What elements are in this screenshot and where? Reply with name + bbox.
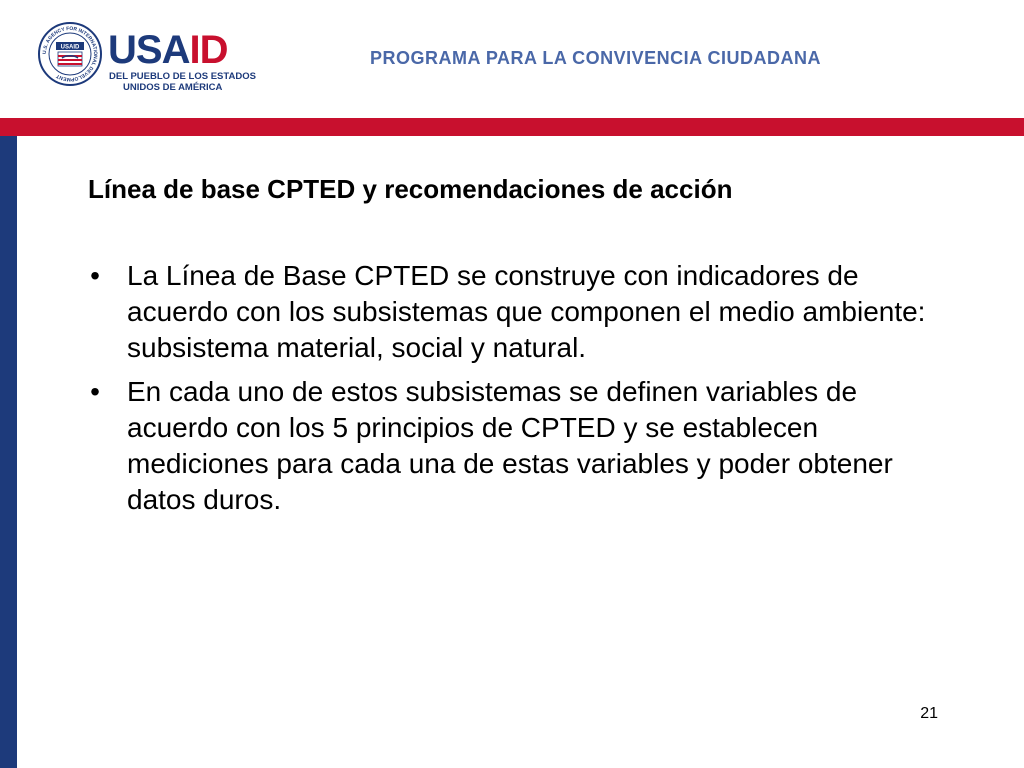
usaid-seal-icon — [38, 22, 102, 86]
header-divider-stripe — [0, 118, 1024, 136]
page-number: 21 — [920, 705, 938, 722]
svg-text:USAID: USAID — [60, 44, 80, 51]
usaid-wordmark: USAID — [108, 28, 228, 72]
usaid-tagline: DEL PUEBLO DE LOS ESTADOS UNIDOS DE AMÉRICA — [109, 71, 256, 93]
usaid-logo — [108, 30, 258, 96]
bullet-marker: • — [90, 376, 100, 407]
bullet-list — [83, 258, 943, 526]
slide-header — [0, 0, 1024, 118]
bullet-text: En cada uno de estos subsistemas se definen variables de acuerdo con los 5 principios de CPTED y se establecen mediciones para cada una de estas variables y poder obtener datos duros. — [127, 376, 893, 515]
svg-text:U.S. AGENCY FOR INTERNATIONAL: U.S. AGENCY FOR INTERNATIONAL DEVELOPMENT — [41, 25, 99, 83]
bullet-item — [83, 374, 943, 518]
bullet-marker: • — [90, 260, 100, 291]
program-title: PROGRAMA PARA LA CONVIVENCIA CIUDADANA — [370, 48, 821, 68]
bullet-item — [83, 258, 943, 366]
left-accent-bar — [0, 136, 17, 768]
bullet-text: La Línea de Base CPTED se construye con indicadores de acuerdo con los subsistemas que componen el medio ambiente: subsistema material, social y natural. — [127, 260, 926, 363]
slide-title: Línea de base CPTED y recomendaciones de acción — [88, 174, 733, 204]
